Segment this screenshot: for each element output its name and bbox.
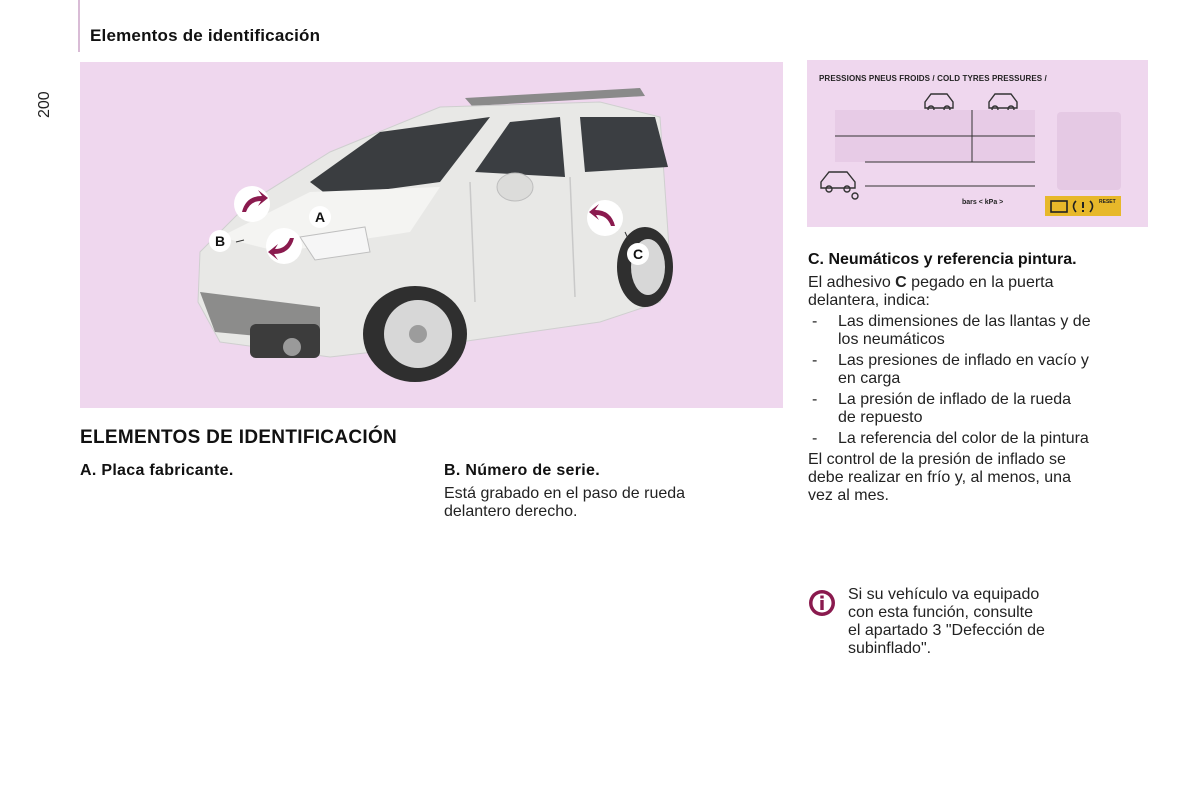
item-c-intro-line2: delantera, indica: (808, 292, 930, 309)
section-title: Elementos de identificación (90, 26, 321, 45)
arrow-c-icon (587, 200, 623, 236)
item-b-title: B. Número de serie. (444, 462, 600, 479)
list-item: - Las dimensiones de las llantas y de los neumáticos (808, 313, 1153, 349)
info-note-line: con esta función, consulte (848, 604, 1034, 621)
list-item: - La presión de inflado de la rueda de repuesto (808, 391, 1153, 427)
info-note-line: subinflado". (848, 640, 932, 657)
vehicle-illustration (80, 62, 783, 408)
item-c-outro: vez al mes. (808, 487, 889, 504)
main-heading: ELEMENTOS DE IDENTIFICACIÓN (80, 427, 398, 448)
tyre-pressure-sticker (807, 60, 1148, 227)
item-c-title: C. Neumáticos y referencia pintura. (808, 251, 1077, 268)
header-rule (78, 0, 80, 52)
item-c-body (808, 274, 1153, 505)
label-a: A (315, 209, 326, 225)
item-c-list (808, 313, 1153, 448)
label-b: B (215, 233, 226, 249)
car-front-icon (925, 94, 953, 112)
item-b-text-line: Está grabado en el paso de rueda (444, 485, 686, 502)
car-drawing (80, 62, 783, 408)
item-b-text (444, 485, 685, 521)
item-a-title: A. Placa fabricante. (80, 462, 234, 479)
list-item: - Las presiones de inflado en vacío y en carga (808, 352, 1153, 388)
item-c-outro: debe realizar en frío y, al menos, una (808, 469, 1071, 486)
car-rear-icon (989, 94, 1017, 112)
page-number: 200 (36, 91, 53, 118)
item-b-text-line: delantero derecho. (444, 503, 578, 520)
spare-wheel-car-icon (821, 172, 858, 199)
list-item: - La referencia del color de la pintura (808, 430, 1153, 448)
sticker-reset: RESET (1099, 199, 1116, 205)
info-icon (808, 589, 836, 617)
arrow-b-icon (266, 228, 302, 264)
info-note (848, 586, 1108, 658)
info-note-line: Si su vehículo va equipado (848, 586, 1040, 603)
label-c: C (633, 246, 644, 262)
item-c-intro: El adhesivo C pegado en la puerta (808, 274, 1054, 291)
arrow-a-icon (234, 186, 270, 222)
sticker-units: bars < kPa > (962, 199, 1004, 206)
info-note-line: el apartado 3 "Defección de (848, 622, 1045, 639)
sticker-header: PRESSIONS PNEUS FROIDS / COLD TYRES PRESSURES / (819, 74, 1047, 83)
item-c-outro: El control de la presión de inflado se (808, 451, 1066, 468)
